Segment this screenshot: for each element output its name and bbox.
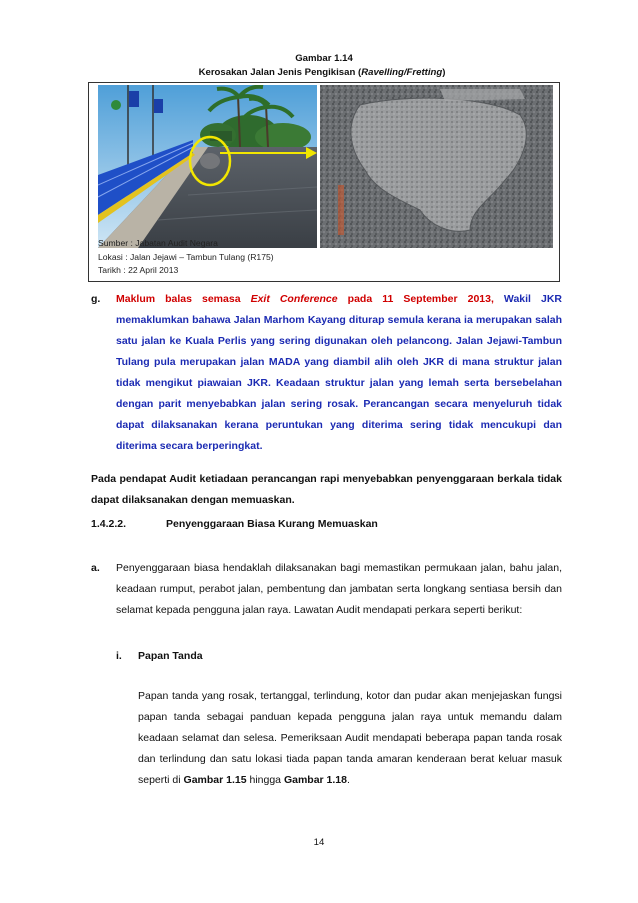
audit-opinion-paragraph: Pada pendapat Audit ketiadaan perancangan rapi menyebabkan penyenggaraan berkala tidak dapat dilaksanakan dengan memuaskan. xyxy=(91,473,562,506)
response-lead-red: Maklum balas semasa Exit Conference pada 11 September 2013, xyxy=(116,293,494,305)
section-title: Penyenggaraan Biasa Kurang Memuaskan xyxy=(166,518,378,530)
page-number: 14 xyxy=(313,837,325,848)
response-body-blue: Wakil JKR memaklumkan bahawa Jalan Marhom Kayang diturap semula kerana ia merupakan salah satu jalan ke Kuala Perlis yang sering digunakan oleh pelancong. Jalan Jejawi-Tambun Tulang pula merupakan jalan MADA yang diambil alih oleh JKR di mana struktur jalan tidak mengikut piawaian JKR. Keadaan struktur jalan yang lemah serta bersebelahan dengan parit menyebabkan jalan sering rosak. Perancangan secara menyeluruh tidak dapat dilaksanakan kerana peruntukan yang diterima sering tidak mencukupi dan diterima secara berperingkat. xyxy=(116,293,562,452)
paragraph-papan-tanda: Papan tanda yang rosak, tertanggal, terlindung, kotor dan pudar akan menjejaskan fungsi papan tanda sebagai panduan kepada pengguna jalan raya untuk memandu dalam keadaan selamat dan selesa. Pemeriksaan Audit mendapati beberapa papan tanda rosak dan terlindung dan satu lokasi tiada papan tanda amaran kenderaan berat keluar masuk seperti di Gambar 1.15 hingga Gambar 1.18. xyxy=(138,690,562,786)
section-number: 1.4.2.2. xyxy=(91,518,127,530)
list-marker-a: a. xyxy=(91,562,100,574)
road-photo-left xyxy=(98,85,317,248)
figure-date: Tarikh : 22 April 2013 xyxy=(98,265,179,275)
list-marker-i: i. xyxy=(116,650,122,662)
road-photo-right xyxy=(320,85,553,248)
list-marker-g: g. xyxy=(91,293,101,305)
figure-title: Kerosakan Jalan Jenis Pengikisan (Ravelling/Fretting) xyxy=(198,67,446,78)
figure-location: Lokasi : Jalan Jejawi – Tambun Tulang (R175) xyxy=(98,252,274,262)
figure-source: Sumber : Jabatan Audit Negara xyxy=(98,238,218,248)
figure-number: Gambar 1.14 xyxy=(295,53,353,64)
paragraph-g-response xyxy=(116,289,562,457)
subsection-title: Papan Tanda xyxy=(138,650,203,662)
paragraph-a: Penyenggaraan biasa hendaklah dilaksanakan bagi memastikan permukaan jalan, bahu jalan, keadaan rumput, perabot jalan, pembentung dan jambatan serta longkang sentiasa bersih dan selamat kepada pengguna jalan raya. Lawatan Audit mendapati perkara seperti berikut: xyxy=(116,562,562,616)
